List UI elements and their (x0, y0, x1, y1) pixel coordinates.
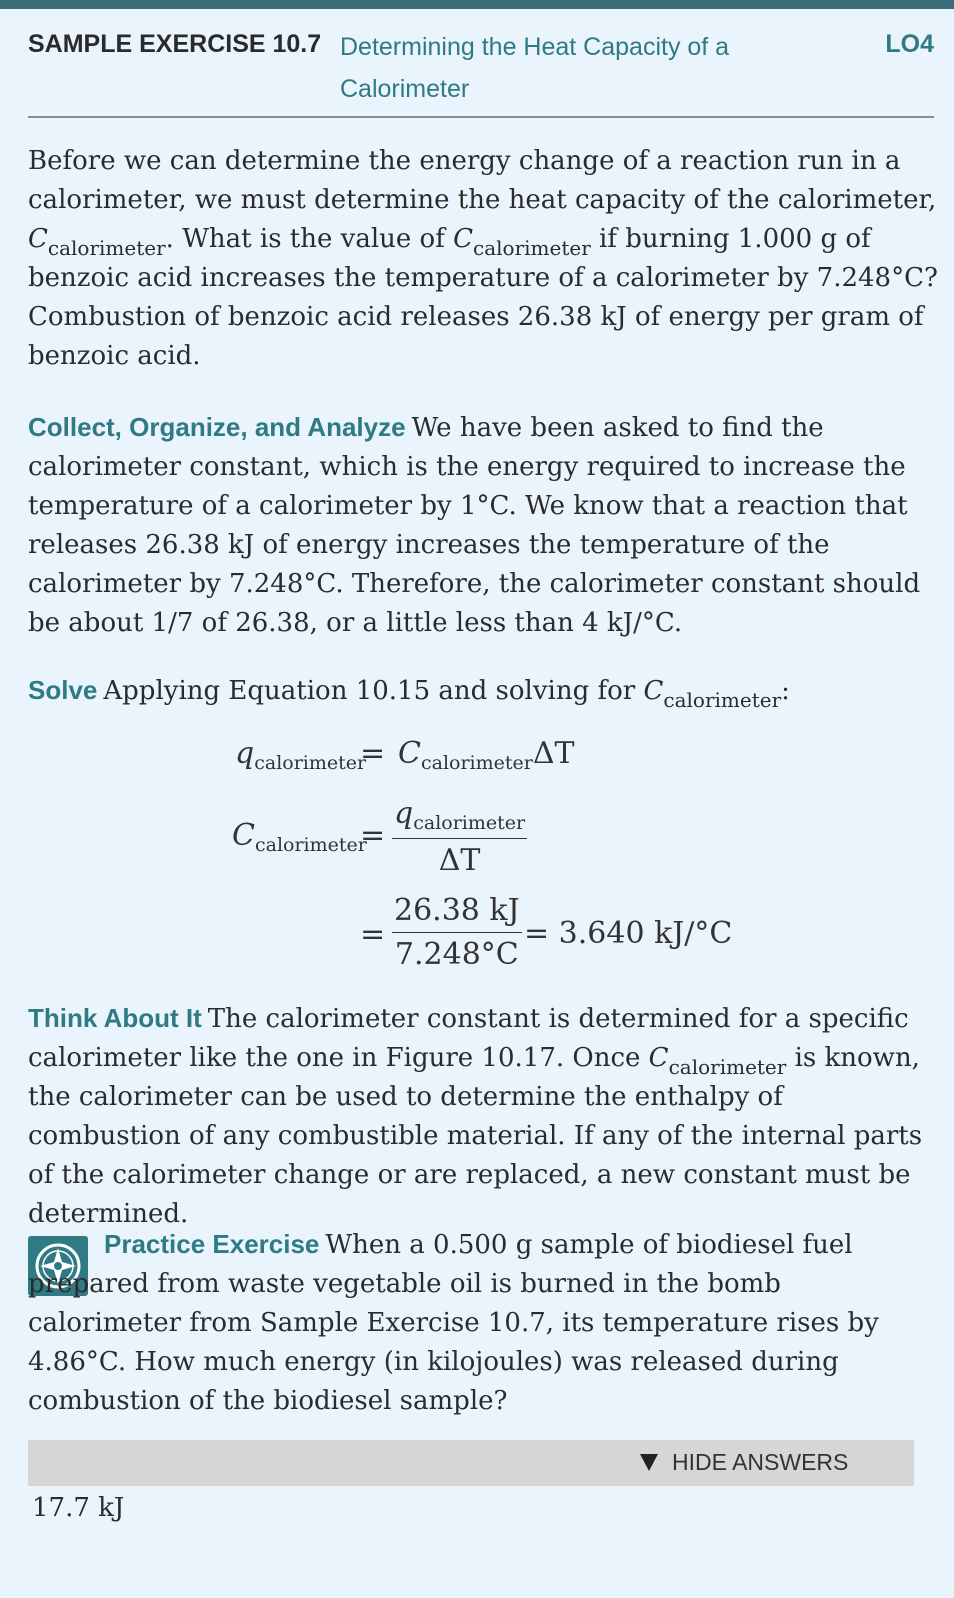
c-symbol: C (643, 676, 664, 706)
c-symbol: C (398, 736, 421, 771)
intro-text-1: Before we can determine the energy change of a reaction run in a calorimeter, we must determine the heat capacity of the calorimeter, (28, 146, 937, 215)
equation-line-2 (232, 818, 367, 856)
fraction-numerator: 26.38 kJ (392, 893, 522, 933)
c-subscript: calorimeter (668, 1055, 787, 1079)
practice-paragraph (28, 1225, 938, 1421)
collect-paragraph (28, 408, 938, 643)
collect-text: We have been asked to find the calorimeter constant, which is the energy required to increase the temperature of a calorimeter by 1°C. We know that a reaction that releases 26.38 kJ of energy increases the temperature of the calorimeter by 7.248°C. Therefore, the calorimeter constant should be about 1/7 of 26.38, or a little less than 4 kJ/°C. (28, 413, 921, 638)
equals-sign: = (360, 736, 386, 771)
c-symbol: C (28, 224, 48, 254)
c-subscript: calorimeter (473, 236, 591, 260)
c-symbol: C (453, 224, 473, 254)
practice-heading: Practice Exercise (104, 1229, 320, 1259)
delta-t: ΔT (532, 736, 575, 771)
solve-colon: : (781, 676, 790, 706)
intro-text-3: if burning 1.000 g of benzoic acid increases the temperature of a calorimeter by 7.248°C? Combustion of benzoic acid releases 26.38 kJ of energy per gram of benzoic acid. (28, 224, 938, 371)
fraction-denominator: ΔT (438, 843, 481, 878)
exercise-title: Determining the Heat Capacity of a Calorimeter (340, 33, 730, 103)
collect-heading: Collect, Organize, and Analyze (28, 412, 406, 442)
top-bar (0, 0, 954, 9)
intro-text-2: . What is the value of (165, 224, 454, 254)
exercise-header (28, 26, 934, 118)
equation-result: = 3.640 kJ/°C (524, 916, 733, 951)
think-text-1: The calorimeter constant is determined for a specific calorimeter like the one in Figure 10.17. Once (28, 1004, 909, 1073)
c-subscript: calorimeter (420, 752, 533, 774)
practice-text: When a 0.500 g sample of biodiesel fuel prepared from waste vegetable oil is burned in the bomb calorimeter from Sample Exercise 10.7, its temperature rises by 4.86°C. How much energy (in kilojoules) was released during combustion of the biodiesel sample? (28, 1230, 879, 1416)
think-text-2: is known, the calorimeter can be used to determine the enthalpy of combustion of any combustible material. If any of the internal parts of the calorimeter change or are replaced, a new constant must be determined. (28, 1043, 923, 1229)
learning-objective: LO4 (885, 30, 934, 58)
equation-rhs-1 (398, 736, 575, 774)
triangle-down-icon (640, 1454, 658, 1471)
fraction-q-over-dt (392, 796, 527, 878)
q-subscript: calorimeter (413, 812, 526, 834)
equals-sign: = (360, 917, 386, 952)
q-symbol: q (235, 736, 255, 771)
exercise-label: SAMPLE EXERCISE 10.7 (28, 30, 322, 58)
intro-paragraph (28, 142, 938, 376)
solve-text: Applying Equation 10.15 and solving for (103, 676, 644, 706)
solve-heading: Solve (28, 675, 98, 705)
answer-text: 17.7 kJ (32, 1493, 125, 1523)
c-subscript: calorimeter (254, 834, 367, 856)
c-symbol: C (232, 818, 255, 853)
header-divider (28, 116, 934, 118)
equals-sign: = (360, 818, 386, 853)
q-subscript: calorimeter (254, 752, 367, 774)
think-paragraph (28, 999, 938, 1234)
think-heading: Think About It (28, 1003, 202, 1033)
c-subscript: calorimeter (663, 688, 782, 712)
fraction-values (392, 893, 522, 972)
equation-line-1 (235, 736, 366, 774)
fraction-numerator (392, 796, 527, 839)
hide-answers-button[interactable] (640, 1444, 848, 1480)
fraction-denominator: 7.248°C (394, 937, 519, 972)
c-symbol: C (648, 1043, 669, 1073)
q-symbol: q (394, 796, 414, 831)
solve-paragraph (28, 671, 938, 711)
hide-answers-label: HIDE ANSWERS (672, 1448, 849, 1475)
c-subscript: calorimeter (47, 236, 166, 260)
